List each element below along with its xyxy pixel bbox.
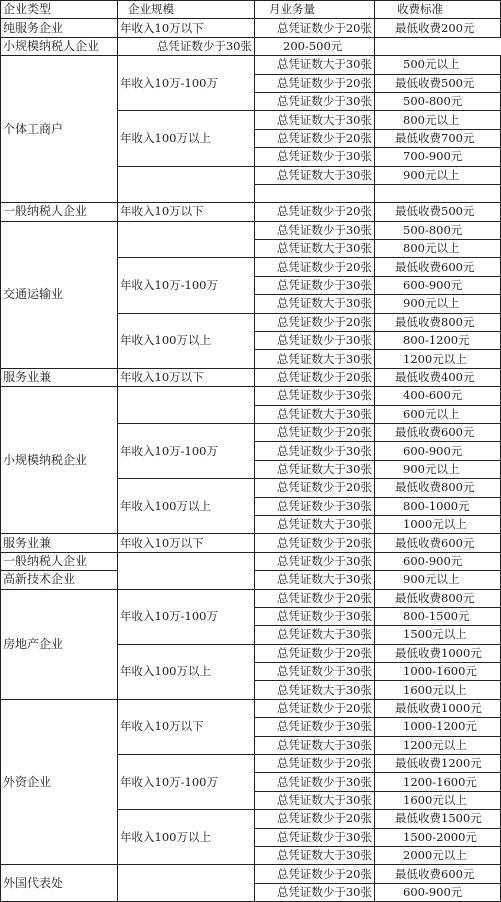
enterprise-type-cell: 外国代表处	[1, 865, 118, 902]
monthly-volume-cell: 总凭证数大于30张	[255, 460, 375, 478]
fee-standard-cell: 最低收费1200元	[375, 755, 501, 773]
fee-standard-cell: 900元以上	[375, 460, 501, 478]
enterprise-scale-cell: 年收入10万以下	[118, 19, 255, 37]
monthly-volume-cell: 总凭证数少于20张	[255, 589, 375, 607]
table-row	[1, 534, 501, 552]
monthly-volume-cell: 总凭证数少于20张	[255, 258, 375, 276]
enterprise-type-cell: 高新技术企业	[1, 571, 118, 589]
enterprise-scale-cell: 年收入10万-100万	[118, 423, 255, 478]
monthly-volume-cell: 总凭证数大于30张	[255, 736, 375, 754]
fee-standard-cell: 1500-2000元	[375, 828, 501, 846]
fee-standard-cell: 700-900元	[375, 148, 501, 166]
fee-standard-cell: 1000-1200元	[375, 718, 501, 736]
header-enterprise-type: 企业类型	[1, 1, 118, 19]
monthly-volume-cell: 总凭证数少于30张	[255, 607, 375, 625]
header-row	[1, 1, 501, 19]
fee-standard-cell: 600-900元	[375, 883, 501, 901]
fee-standard-cell: 最低收费800元	[375, 313, 501, 331]
enterprise-type-cell: 个体工商户	[1, 56, 118, 203]
monthly-volume-cell: 总凭证数大于30张	[255, 405, 375, 423]
fee-standard-cell: 1600元以上	[375, 681, 501, 699]
monthly-volume-cell: 总凭证数少于20张	[255, 865, 375, 883]
enterprise-scale-cell	[118, 221, 255, 258]
enterprise-type-cell: 外资企业	[1, 699, 118, 865]
enterprise-scale-cell	[118, 387, 255, 424]
fee-standard-cell: 800-1200元	[375, 332, 501, 350]
monthly-volume-cell: 总凭证数少于20张	[255, 423, 375, 441]
fee-standard-cell: 800元以上	[375, 240, 501, 258]
fee-standard-cell: 800元以上	[375, 111, 501, 129]
enterprise-scale-cell: 年收入10万以下	[118, 699, 255, 754]
enterprise-scale-cell: 年收入10万-100万	[118, 258, 255, 313]
monthly-volume-cell: 总凭证数少于30张	[255, 387, 375, 405]
fee-standard-cell: 900元以上	[375, 295, 501, 313]
monthly-volume-cell: 总凭证数大于30张	[255, 111, 375, 129]
fee-standard-cell: 最低收费800元	[375, 589, 501, 607]
enterprise-scale-cell: 年收入100万以上	[118, 479, 255, 534]
fee-standard-cell: 600-900元	[375, 276, 501, 294]
fee-standard-cell: 最低收费600元	[375, 423, 501, 441]
fee-standard-cell: 1600元以上	[375, 791, 501, 809]
monthly-volume-cell: 总凭证数少于20张	[255, 313, 375, 331]
fee-standard-cell: 1200元以上	[375, 350, 501, 368]
enterprise-type-cell: 一般纳税人企业	[1, 203, 118, 221]
monthly-volume-cell: 总凭证数大于30张	[255, 56, 375, 74]
monthly-volume-cell: 总凭证数大于30张	[255, 166, 375, 184]
enterprise-scale-cell: 年收入10万以下	[118, 368, 255, 386]
monthly-volume-cell: 总凭证数大于30张	[255, 626, 375, 644]
table-row	[1, 203, 501, 221]
enterprise-scale-cell	[118, 166, 255, 203]
table-row	[1, 552, 501, 570]
monthly-volume-cell: 总凭证数少于20张	[255, 129, 375, 147]
monthly-volume-cell: 总凭证数少于20张	[255, 810, 375, 828]
fee-standard-cell: 1000-1600元	[375, 663, 501, 681]
fee-standard-cell: 1200元以上	[375, 736, 501, 754]
monthly-volume-cell: 总凭证数少于20张	[255, 755, 375, 773]
fee-standard-cell: 600-900元	[375, 552, 501, 570]
fee-standard-cell: 最低收费1000元	[375, 699, 501, 717]
enterprise-scale-cell: 年收入10万-100万	[118, 56, 255, 111]
enterprise-type-cell: 交通运输业	[1, 221, 118, 368]
fee-standard-cell: 600-900元	[375, 442, 501, 460]
monthly-volume-cell: 总凭证数少于20张	[255, 368, 375, 386]
fee-standard-cell	[375, 184, 501, 202]
fee-standard-cell: 1200-1600元	[375, 773, 501, 791]
fee-standard-cell: 500元以上	[375, 56, 501, 74]
enterprise-type-cell: 房地产企业	[1, 589, 118, 699]
monthly-volume-cell: 总凭证数少于30张	[118, 37, 255, 55]
enterprise-scale-cell: 年收入100万以上	[118, 313, 255, 368]
monthly-volume-cell: 总凭证数大于30张	[255, 571, 375, 589]
fee-table-body	[1, 19, 501, 902]
enterprise-scale-cell: 年收入10万以下	[118, 534, 255, 552]
fee-standard-cell: 500-800元	[375, 221, 501, 239]
monthly-volume-cell: 总凭证数少于20张	[255, 19, 375, 37]
monthly-volume-cell: 总凭证数大于30张	[255, 681, 375, 699]
monthly-volume-cell: 总凭证数少于20张	[255, 534, 375, 552]
fee-standard-cell: 900元以上	[375, 571, 501, 589]
fee-standard-cell: 最低收费800元	[375, 479, 501, 497]
enterprise-type-cell: 一般纳税人企业	[1, 552, 118, 570]
fee-standard-cell: 最低收费1000元	[375, 644, 501, 662]
fee-standard-cell: 900元以上	[375, 166, 501, 184]
fee-standard-cell: 最低收费500元	[375, 74, 501, 92]
monthly-volume-cell: 总凭证数少于30张	[255, 552, 375, 570]
fee-standard-cell: 1500元以上	[375, 626, 501, 644]
monthly-volume-cell: 总凭证数少于30张	[255, 663, 375, 681]
monthly-volume-cell: 总凭证数少于30张	[255, 276, 375, 294]
enterprise-type-cell: 服务业兼	[1, 534, 118, 552]
enterprise-scale-cell	[118, 865, 255, 902]
monthly-volume-cell: 总凭证数大于30张	[255, 240, 375, 258]
fee-standard-cell: 最低收费500元	[375, 203, 501, 221]
monthly-volume-cell: 总凭证数少于30张	[255, 332, 375, 350]
table-row	[1, 37, 501, 55]
fee-standard-cell: 500-800元	[375, 92, 501, 110]
fee-standard-cell: 200-500元	[255, 37, 375, 55]
enterprise-scale-cell: 年收入100万以上	[118, 810, 255, 865]
fee-standard-cell: 800-1500元	[375, 607, 501, 625]
table-row	[1, 221, 501, 239]
table-row	[1, 56, 501, 74]
enterprise-scale-cell: 年收入100万以上	[118, 644, 255, 699]
table-row	[1, 699, 501, 717]
monthly-volume-cell	[255, 184, 375, 202]
enterprise-type-cell: 小规模纳税企业	[1, 387, 118, 534]
table-row	[1, 865, 501, 883]
enterprise-scale-cell: 年收入10万-100万	[118, 755, 255, 810]
enterprise-type-cell: 服务业兼	[1, 368, 118, 386]
enterprise-type-cell: 纯服务企业	[1, 19, 118, 37]
table-row	[1, 368, 501, 386]
fee-standard-cell: 最低收费600元	[375, 534, 501, 552]
enterprise-scale-cell: 年收入10万-100万	[118, 589, 255, 644]
fee-standard-cell: 最低收费600元	[375, 258, 501, 276]
monthly-volume-cell: 总凭证数少于30张	[255, 92, 375, 110]
monthly-volume-cell: 总凭证数少于20张	[255, 644, 375, 662]
monthly-volume-cell: 总凭证数少于30张	[255, 442, 375, 460]
monthly-volume-cell: 总凭证数大于30张	[255, 791, 375, 809]
fee-standard-cell: 800-1000元	[375, 497, 501, 515]
monthly-volume-cell: 总凭证数大于30张	[255, 515, 375, 533]
fee-standard-cell: 最低收费600元	[375, 865, 501, 883]
monthly-volume-cell: 总凭证数少于20张	[255, 74, 375, 92]
table-row	[1, 19, 501, 37]
table-row	[1, 589, 501, 607]
monthly-volume-cell: 总凭证数大于30张	[255, 846, 375, 864]
monthly-volume-cell: 总凭证数少于30张	[255, 883, 375, 901]
header-enterprise-scale: 企业规模	[118, 1, 255, 19]
monthly-volume-cell: 总凭证数少于30张	[255, 828, 375, 846]
table-row	[1, 387, 501, 405]
fee-standard-cell: 2000元以上	[375, 846, 501, 864]
fee-standard-cell: 400-600元	[375, 387, 501, 405]
fee-standard-cell: 最低收费400元	[375, 368, 501, 386]
monthly-volume-cell: 总凭证数少于20张	[255, 479, 375, 497]
monthly-volume-cell: 总凭证数少于30张	[255, 497, 375, 515]
fee-standard-cell: 1000元以上	[375, 515, 501, 533]
monthly-volume-cell: 总凭证数少于30张	[255, 148, 375, 166]
fee-standard-cell: 600元以上	[375, 405, 501, 423]
monthly-volume-cell: 总凭证数少于30张	[255, 718, 375, 736]
monthly-volume-cell: 总凭证数大于30张	[255, 295, 375, 313]
monthly-volume-cell: 总凭证数大于30张	[255, 350, 375, 368]
enterprise-scale-cell: 年收入100万以上	[118, 111, 255, 166]
enterprise-scale-cell: 年收入10万以下	[118, 203, 255, 221]
fee-standard-cell: 最低收费700元	[375, 129, 501, 147]
monthly-volume-cell: 总凭证数少于20张	[255, 203, 375, 221]
monthly-volume-cell: 总凭证数少于30张	[255, 773, 375, 791]
fee-standard-cell: 最低收费200元	[375, 19, 501, 37]
fee-standard-cell: 最低收费1500元	[375, 810, 501, 828]
monthly-volume-cell: 总凭证数少于30张	[255, 221, 375, 239]
header-monthly-volume: 月业务量	[255, 1, 375, 19]
header-fee-standard: 收费标准	[375, 1, 501, 19]
enterprise-type-cell: 小规模纳税人企业	[1, 37, 118, 55]
enterprise-scale-cell	[118, 552, 255, 589]
monthly-volume-cell: 总凭证数少于20张	[255, 699, 375, 717]
